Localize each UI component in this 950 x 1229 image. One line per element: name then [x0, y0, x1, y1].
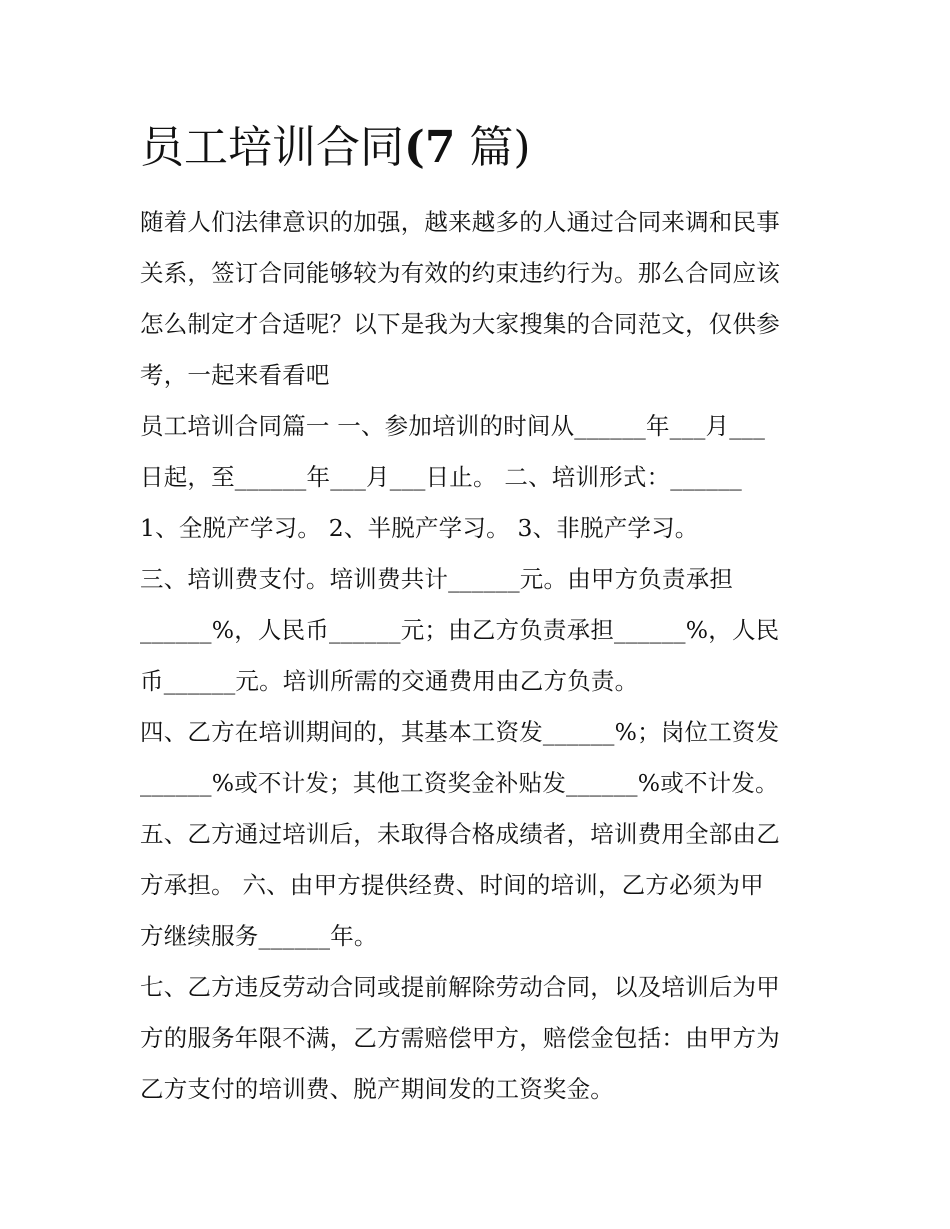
text-line: 乙方支付的培训费、脱产期间发的工资奖金。 — [140, 1075, 614, 1103]
text-line: 五、乙方通过培训后，未取得合格成绩者，培训费用全部由乙 — [140, 820, 780, 848]
text-line: ______%或不计发；其他工资奖金补贴发______%或不计发。 — [140, 769, 779, 797]
title-count: (7 — [404, 122, 456, 173]
text-line: 四、乙方在培训期间的，其基本工资发______%；岗位工资发 — [140, 718, 780, 746]
text-line: 方的服务年限不满，乙方需赔偿甲方，赔偿金包括：由甲方为 — [140, 1024, 780, 1052]
text-line: 员工培训合同篇一 一、参加培训的时间从______年___月___ — [140, 412, 766, 440]
text-line: 七、乙方违反劳动合同或提前解除劳动合同，以及培训后为甲 — [140, 973, 780, 1001]
text-line: ______%，人民币______元；由乙方负责承担______%，人民 — [140, 616, 780, 644]
document-title — [140, 118, 840, 178]
title-prefix: 员工培训合同 — [140, 122, 404, 173]
text-line: 日起，至______年___月___日止。 二、培训形式：______ — [140, 463, 742, 491]
text-line: 三、培训费支付。培训费共计______元。由甲方负责承担 — [140, 565, 734, 593]
document-body — [140, 197, 820, 1115]
text-line: 考，一起来看看吧 — [140, 361, 330, 389]
title-suffix: 篇) — [455, 122, 531, 173]
text-line: 方承担。 六、由甲方提供经费、时间的培训，乙方必须为甲 — [140, 871, 764, 899]
text-line: 币______元。培训所需的交通费用由乙方负责。 — [140, 667, 639, 695]
text-line: 方继续服务______年。 — [140, 922, 378, 950]
text-line: 怎么制定才合适呢？以下是我为大家搜集的合同范文，仅供参 — [140, 310, 780, 338]
text-line: 随着人们法律意识的加强，越来越多的人通过合同来调和民事 — [140, 208, 780, 236]
text-line: 1、全脱产学习。 2、半脱产学习。 3、非脱产学习。 — [140, 514, 699, 542]
text-line: 关系，签订合同能够较为有效的约束违约行为。那么合同应该 — [140, 259, 780, 287]
